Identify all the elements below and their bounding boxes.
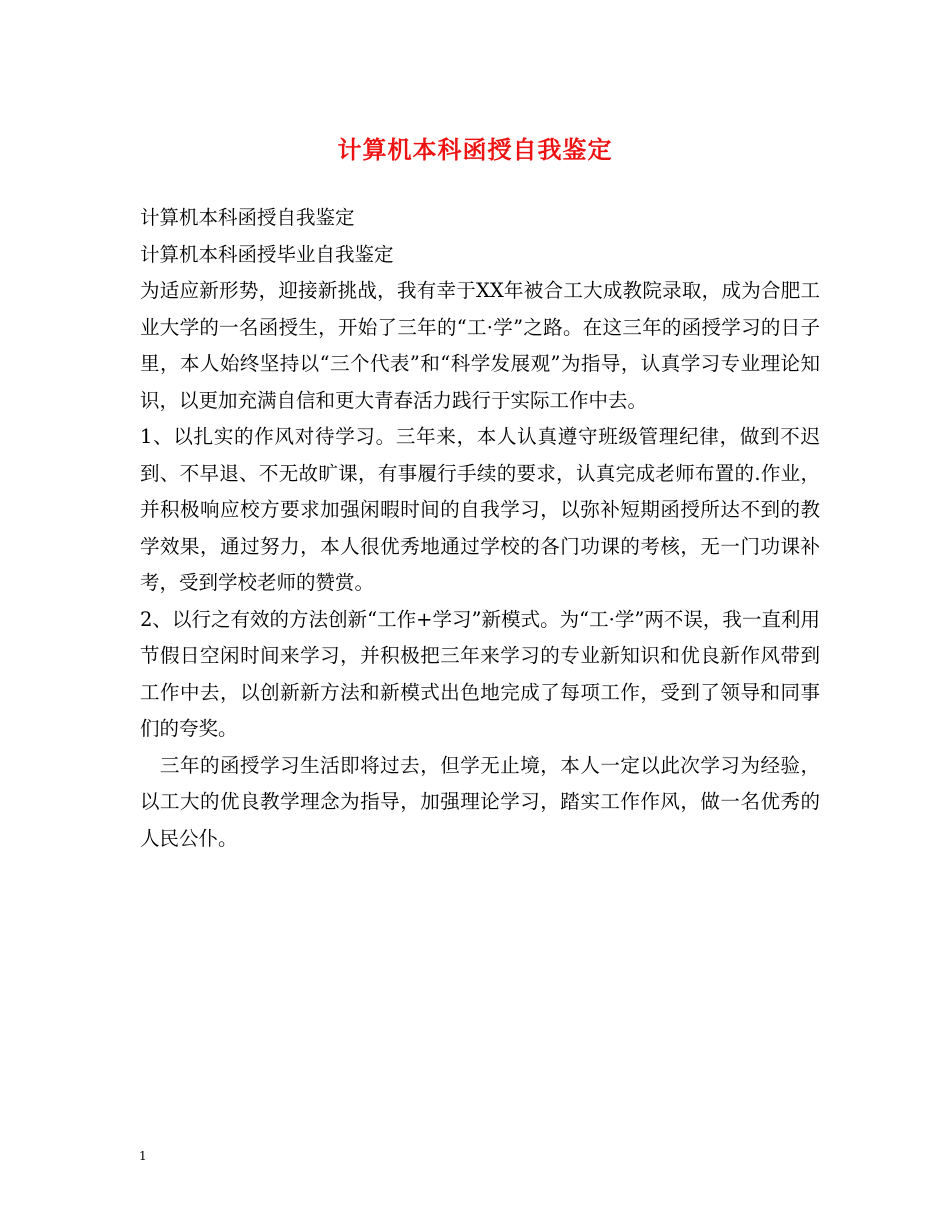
- paragraph-point-1: 1、以扎实的作风对待学习。三年来，本人认真遵守班级管理纪律，做到不迟到、不早退、不无故旷课，有事履行手续的要求，认真完成老师布置的.作业，并积极响应校方要求加强闲暇时间的自我学习，以弥补短期函授所达不到的教学效果，通过努力，本人很优秀地通过学校的各门功课的考核，无一门功课补考，受到学校老师的赞赏。: [140, 425, 820, 594]
- document-body: [140, 200, 820, 857]
- paragraph-point-2: 2、以行之有效的方法创新“工作+学习”新模式。为“工·学”两不误，我一直利用节假日空闲时间来学习，并积极把三年来学习的专业新知识和优良新作风带到工作中去，以创新新方法和新模式出色地完成了每项工作，受到了领导和同事们的夸奖。: [140, 607, 820, 740]
- page-number: 1: [139, 1149, 147, 1163]
- paragraph-conclusion: 三年的函授学习生活即将过去，但学无止境，本人一定以此次学习为经验，以工大的优良教学理念为指导，加强理论学习，踏实工作作风，做一名优秀的人民公仆。: [140, 753, 820, 850]
- paragraph-subtitle: 计算机本科函授自我鉴定: [140, 206, 355, 229]
- page-title: 计算机本科函授自我鉴定: [337, 135, 613, 164]
- paragraph-intro: 为适应新形势，迎接新挑战，我有幸于XX年被合工大成教院录取，成为合肥工业大学的一名函授生，开始了三年的“工·学”之路。在这三年的函授学习的日子里，本人始终坚持以“三个代表”和“科学发展观”为指导，认真学习专业理论知识，以更加充满自信和更大青春活力践行于实际工作中去。: [140, 279, 820, 412]
- paragraph-heading: 计算机本科函授毕业自我鉴定: [140, 242, 394, 266]
